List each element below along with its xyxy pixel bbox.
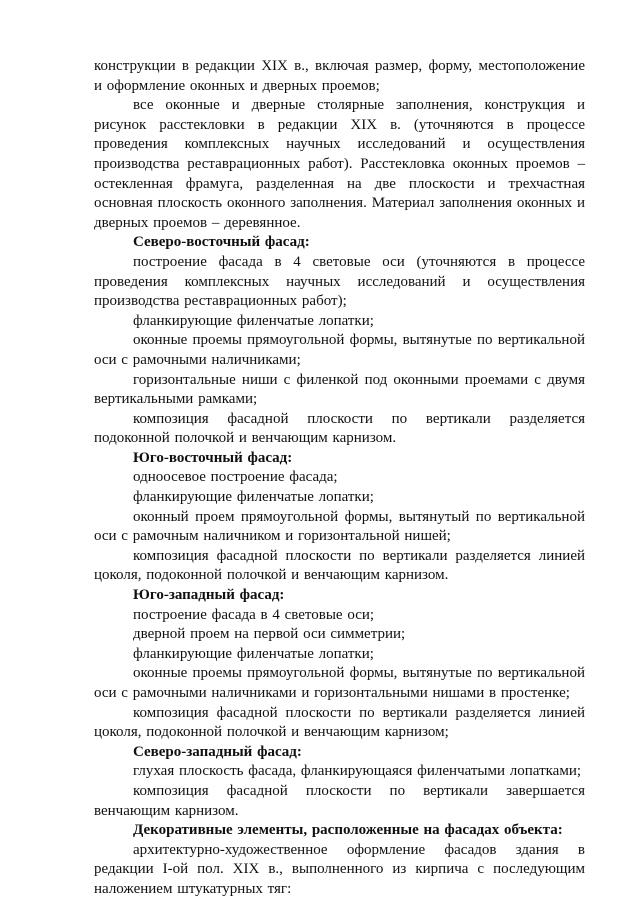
paragraph: построение фасада в 4 световые оси (уточняются в процессе проведения комплексных научных исследований и осуществления производства реставрационных работ); — [94, 253, 585, 310]
paragraph: глухая плоскость фасада, фланкирующаяся филенчатыми лопатками; — [133, 763, 582, 780]
paragraph: оконный проем прямоугольной формы, вытянутый по вертикальной оси с рамочным наличником и горизонтальной нишей; — [94, 508, 585, 545]
paragraph: фланкирующие филенчатые лопатки; — [133, 645, 374, 662]
paragraph: все оконные и дверные столярные заполнения, конструкция и рисунок расстекловки в редакции XIX в. (уточняются в процессе проведения комплексных научных исследований и осуществления производства реставрационных работ). Расстекловка оконных проемов – остекленная фрамуга, разделенная на две плоскости и трехчастная основная плоскость оконного заполнения. Материал заполнения оконных и дверных проемов – деревянное. — [94, 97, 585, 231]
paragraph: дверной проем на первой оси симметрии; — [133, 626, 406, 643]
paragraph: композиция фасадной плоскости по вертикали разделяется линией цоколя, подоконной полочкой и венчающим карнизом. — [94, 547, 585, 584]
paragraph: оконные проемы прямоугольной формы, вытянутые по вертикальной оси с рамочными наличниками и горизонтальными нишами в простенке; — [94, 665, 585, 701]
paragraph: фланкирующие филенчатые лопатки; — [133, 489, 374, 506]
paragraph: построение фасада в 4 световые оси; — [133, 606, 375, 623]
paragraph: фланкирующие филенчатые лопатки; — [133, 312, 374, 329]
paragraph: композиция фасадной плоскости по вертикали разделяется линией цоколя, подоконной полочкой и венчающим карнизом; — [94, 704, 585, 741]
paragraph: архитектурно-художественное оформление фасадов здания в редакции I-ой пол. XIX в., выполненного из кирпича с последующим наложением штукатурных тяг: — [94, 841, 585, 897]
paragraph: оконные проемы прямоугольной формы, вытянутые по вертикальной оси с рамочными наличниками; — [94, 332, 585, 368]
paragraph: одноосевое построение фасада; — [133, 469, 338, 486]
section-heading-southeast-facade: Юго-восточный фасад: — [133, 449, 293, 466]
paragraph: композиция фасадной плоскости по вертикали завершается венчающим карнизом. — [94, 782, 585, 819]
section-heading-northeast-facade: Северо-восточный фасад: — [133, 234, 310, 251]
paragraph: композиция фасадной плоскости по вертикали разделяется подоконной полочкой и венчающим карнизом. — [94, 410, 585, 447]
paragraph-continuation: конструкции в редакции XIX в., включая размер, форму, местоположение и оформление оконных и дверных проемов; — [94, 58, 585, 94]
section-heading-decorative-elements: Декоративные элементы, расположенные на фасадах объекта: — [133, 822, 563, 839]
section-heading-northwest-facade: Северо-западный фасад: — [133, 743, 302, 760]
paragraph: горизонтальные ниши с филенкой под оконными проемами с двумя вертикальными рамками; — [94, 371, 585, 408]
section-heading-southwest-facade: Юго-западный фасад: — [133, 587, 285, 604]
